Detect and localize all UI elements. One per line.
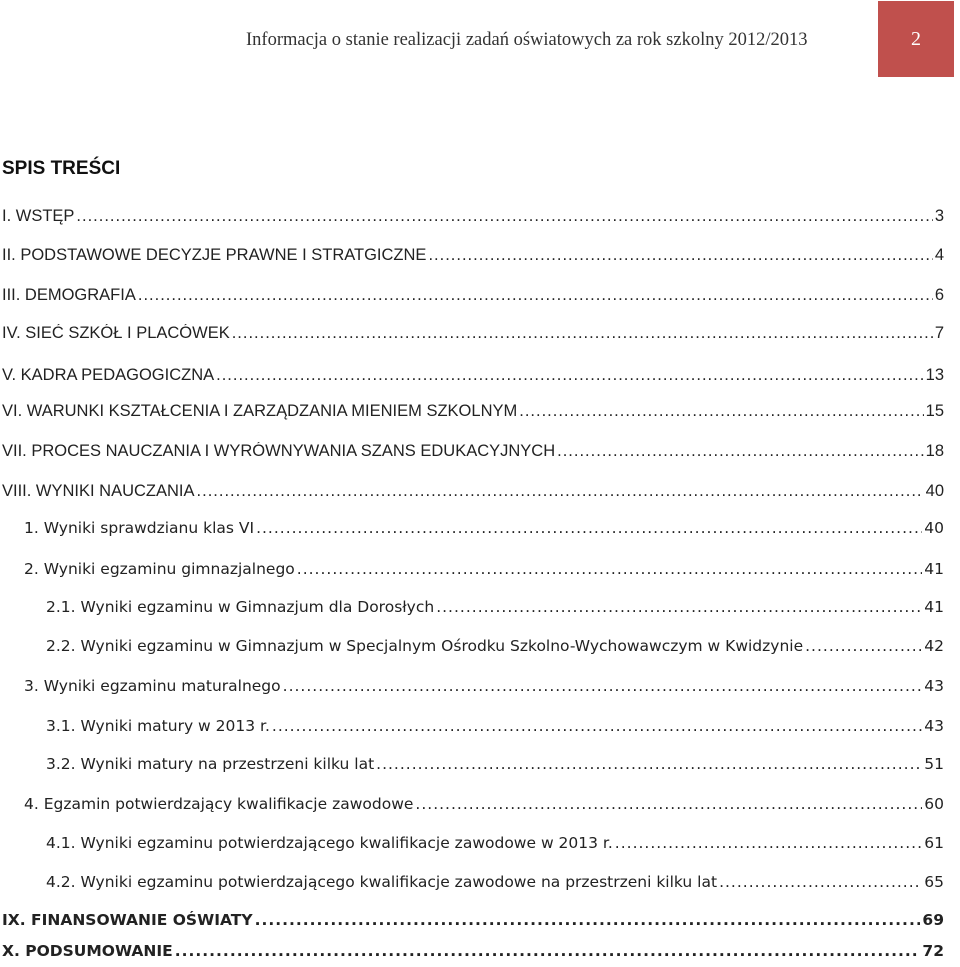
toc-entry-page: 7: [934, 324, 944, 342]
toc-leader-dots: [719, 873, 922, 891]
toc-entry[interactable]: [24, 560, 944, 584]
toc-entry-label: 3.2. Wyniki matury na przestrzeni kilku lat: [46, 755, 375, 773]
toc-entry-page: 43: [924, 677, 944, 695]
toc-leader-dots: [232, 324, 933, 343]
toc-heading: SPIS TREŚCI: [2, 158, 121, 179]
toc-entry-page: 60: [924, 795, 944, 813]
toc-entry-label: 3. Wyniki egzaminu maturalnego: [24, 677, 281, 695]
toc-entry-page: 43: [924, 717, 944, 735]
toc-entry[interactable]: [24, 795, 944, 819]
toc-entry-label: 4.2. Wyniki egzaminu potwierdzającego kwalifikacje zawodowe na przestrzeni kilku lat: [46, 873, 718, 891]
toc-leader-dots: [138, 286, 933, 305]
toc-entry-label: VII. PROCES NAUCZANIA I WYRÓWNYWANIA SZANS EDUKACYJNYCH: [2, 442, 556, 460]
toc-leader-dots: [297, 560, 923, 578]
toc-entry-label: 2.1. Wyniki egzaminu w Gimnazjum dla Dorosłych: [46, 598, 435, 616]
toc-entry-label: IV. SIEĆ SZKÓŁ I PLACÓWEK: [2, 324, 230, 342]
toc-entry[interactable]: [2, 207, 944, 231]
toc-entry-label: 3.1. Wyniki matury w 2013 r.: [46, 717, 270, 735]
toc-entry-page: 15: [925, 402, 944, 420]
toc-entry[interactable]: [24, 677, 944, 701]
toc-entry-page: 40: [925, 482, 944, 500]
toc-entry[interactable]: [46, 834, 944, 858]
toc-leader-dots: [256, 519, 922, 537]
toc-entry-page: 6: [934, 286, 944, 304]
toc-entry-page: 13: [925, 366, 944, 384]
toc-entry[interactable]: [2, 482, 944, 506]
toc-leader-dots: [76, 207, 932, 226]
toc-entry[interactable]: [46, 598, 944, 622]
toc-leader-dots: [805, 637, 922, 655]
toc-entry[interactable]: [46, 755, 944, 779]
toc-leader-dots: [415, 795, 922, 813]
toc-entry-page: 41: [924, 560, 944, 578]
toc-entry[interactable]: [24, 519, 944, 543]
toc-entry-page: 51: [924, 755, 944, 773]
toc-entry[interactable]: [2, 402, 944, 426]
page-number-badge: [878, 1, 954, 77]
toc-entry-page: 42: [924, 637, 944, 655]
toc-entry[interactable]: [2, 286, 944, 310]
toc-entry-page: 4: [934, 246, 944, 264]
toc-leader-dots: [283, 677, 923, 695]
toc-entry-label: X. PODSUMOWANIE: [2, 942, 173, 960]
toc-entry[interactable]: [2, 324, 944, 348]
toc-entry[interactable]: [2, 942, 944, 966]
toc-entry-label: 2.2. Wyniki egzaminu w Gimnazjum w Specjalnym Ośrodku Szkolno-Wychowawczym w Kwidzynie: [46, 637, 804, 655]
toc-entry-label: 4. Egzamin potwierdzający kwalifikacje zawodowe: [24, 795, 414, 813]
toc-entry[interactable]: [2, 442, 944, 466]
toc-entry-page: 3: [934, 207, 944, 225]
toc-entry-label: 4.1. Wyniki egzaminu potwierdzającego kwalifikacje zawodowe w 2013 r.: [46, 834, 613, 852]
toc-leader-dots: [216, 366, 924, 385]
toc-leader-dots: [436, 598, 922, 616]
toc-entry[interactable]: [2, 911, 944, 935]
toc-leader-dots: [428, 246, 932, 265]
toc-entry-label: VIII. WYNIKI NAUCZANIA: [2, 482, 195, 500]
toc-entry-page: 41: [924, 598, 944, 616]
toc-entry-label: IX. FINANSOWANIE OŚWIATY: [2, 911, 253, 929]
toc-entry[interactable]: [46, 873, 944, 897]
toc-leader-dots: [615, 834, 922, 852]
toc-entry-label: 1. Wyniki sprawdzianu klas VI: [24, 519, 255, 537]
toc-leader-dots: [519, 402, 923, 421]
toc-entry-label: 2. Wyniki egzaminu gimnazjalnego: [24, 560, 295, 578]
page-number: 2: [911, 27, 921, 50]
toc-entry[interactable]: [2, 366, 944, 390]
toc-entry-label: III. DEMOGRAFIA: [2, 286, 136, 304]
toc-leader-dots: [272, 717, 922, 735]
toc-leader-dots: [557, 442, 924, 461]
toc-leader-dots: [376, 755, 922, 773]
toc-entry-page: 65: [924, 873, 944, 891]
toc-leader-dots: [197, 482, 924, 501]
toc-entry-page: 69: [922, 911, 944, 929]
toc-leader-dots: [175, 942, 921, 960]
toc-entry-page: 40: [924, 519, 944, 537]
toc-entry[interactable]: [46, 637, 944, 661]
toc-entry[interactable]: [46, 717, 944, 741]
toc-entry[interactable]: [2, 246, 944, 270]
toc-entry-page: 61: [924, 834, 944, 852]
toc-leader-dots: [255, 911, 921, 929]
toc-entry-page: 72: [922, 942, 944, 960]
toc-entry-label: II. PODSTAWOWE DECYZJE PRAWNE I STRATGICZNE: [2, 246, 427, 264]
document-title: Informacja o stanie realizacji zadań oświatowych za rok szkolny 2012/2013: [246, 30, 808, 50]
toc-entry-label: V. KADRA PEDAGOGICZNA: [2, 366, 215, 384]
toc-entry-label: VI. WARUNKI KSZTAŁCENIA I ZARZĄDZANIA MIENIEM SZKOLNYM: [2, 402, 518, 420]
toc-entry-page: 18: [925, 442, 944, 460]
toc-entry-label: I. WSTĘP: [2, 207, 75, 225]
